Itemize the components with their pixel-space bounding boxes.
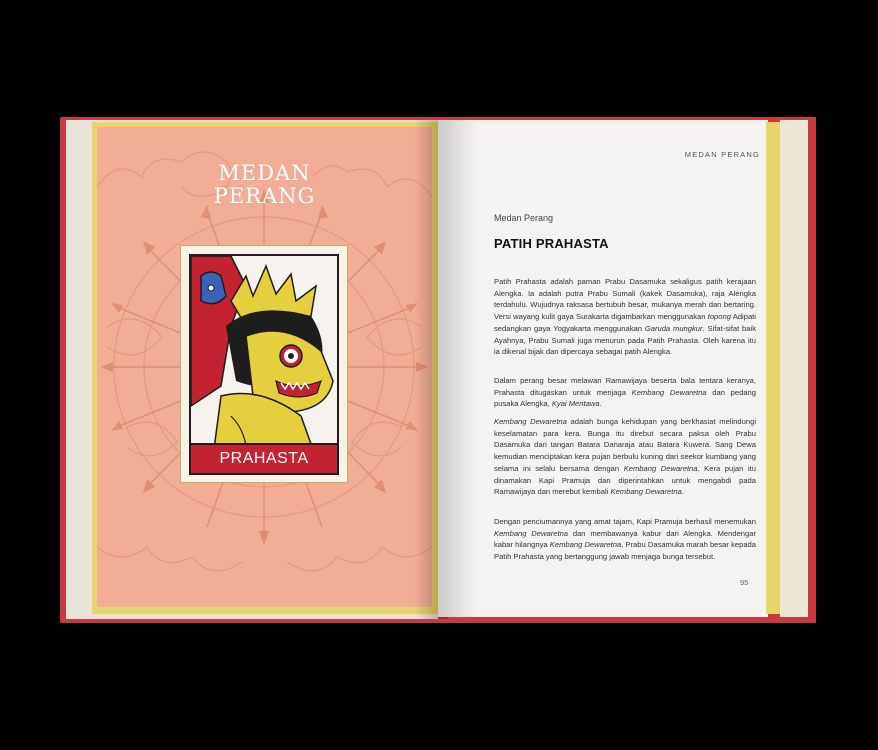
italic-term: Kembang Dewaretna bbox=[494, 528, 569, 538]
right-page-border bbox=[766, 122, 780, 614]
text-run: . Kera pujan itu dinamakan Kapi Pramuja dan diperintahkan untuk mengabdi pada Ramawijaya dan merebut kembali bbox=[494, 463, 756, 497]
page-stack-right bbox=[780, 120, 810, 617]
italic-term: Kembang Dewaretna bbox=[631, 387, 707, 397]
italic-term: Garuda mungkur bbox=[644, 323, 703, 333]
prahasta-wayang-icon bbox=[191, 256, 337, 472]
text-run: Adipati sedangkan gaya Yogyakarta menggunakan bbox=[494, 312, 756, 333]
italic-term: Kembang Dewaretna bbox=[623, 463, 698, 473]
left-page-title bbox=[97, 162, 432, 208]
section-label: Medan Perang bbox=[494, 213, 554, 223]
text-run: Dengan penciumannya yang amat tajam, Kapi Pramuja berhasil menemukan bbox=[494, 517, 756, 526]
text-run: dan pedang pusaka Alengka, bbox=[494, 387, 756, 409]
book-cover-edge bbox=[808, 117, 816, 623]
text-run: , Prabu Dasamuka marah besar kepada Patih Prahasta yang bertanggung jawab menjaga bunga tersebut. bbox=[494, 540, 756, 562]
italic-term: Kembang Dewaretna bbox=[494, 417, 567, 426]
article-heading: PATIH PRAHASTA bbox=[494, 236, 609, 251]
running-head: MEDAN PERANG bbox=[684, 150, 760, 159]
text-run: Patih Prahasta adalah paman Prabu Dasamuka sekaligus patih kerajaan Alengka. Ia adalah putra Prabu Sumali (kakek Dasamuka), raja Alengka terdahulu. Wujudnya raksasa bertubuh besar, mukanya merah dan bertaring. Versi wayang kulit gaya Surakarta digambarkan menggunakan bbox=[494, 277, 756, 322]
body-paragraph bbox=[494, 375, 756, 410]
text-run: . bbox=[681, 487, 684, 497]
italic-term: Kyai Mentawa bbox=[551, 399, 600, 409]
title-line-1: MEDAN bbox=[218, 161, 311, 185]
text-run: dan membawanya kabur dari Alengka. Mendengar kabar hilangnya bbox=[494, 528, 757, 550]
text-run: Dalam perang besar melawan Ramawijaya beserta bala tentara keranya, Prahasta ditugaskan untuk menjaga bbox=[494, 376, 756, 397]
page-number: 95 bbox=[740, 578, 749, 587]
character-card bbox=[180, 245, 348, 483]
text-run: adalah bunga kehidupan yang berkhasiat melindungi keselamatan para kera. Bunga itu direbut secara paksa oleh Prabu Dasamuka dari tangan Batara Danaraja atau Batara Kuwera. Sang Dewa kemudian menciptakan kera pujan berbulu kuning dari seekor kumbang yang selama ini selalu bersama dengan bbox=[494, 417, 756, 473]
text-run: . bbox=[599, 399, 602, 409]
body-paragraph bbox=[494, 416, 756, 498]
italic-term: Kembang Dewaretna bbox=[549, 540, 622, 550]
body-paragraph bbox=[494, 276, 756, 358]
italic-term: topong bbox=[707, 312, 731, 322]
body-paragraph bbox=[494, 516, 756, 563]
right-gutter-shadow bbox=[438, 120, 478, 617]
title-line-2: PERANG bbox=[213, 184, 316, 208]
character-illustration bbox=[189, 254, 339, 474]
character-name-band: PRAHASTA bbox=[189, 443, 339, 475]
text-run: . Sifat-sifat baik Ayahnya, Prabu Sumali juga menurun pada Patih Prahasta. Oleh karena itu ia dikenal bijak dan dipercaya sebagai patih Alengka. bbox=[494, 323, 756, 357]
italic-term: Kembang Dewaretna bbox=[610, 487, 682, 497]
